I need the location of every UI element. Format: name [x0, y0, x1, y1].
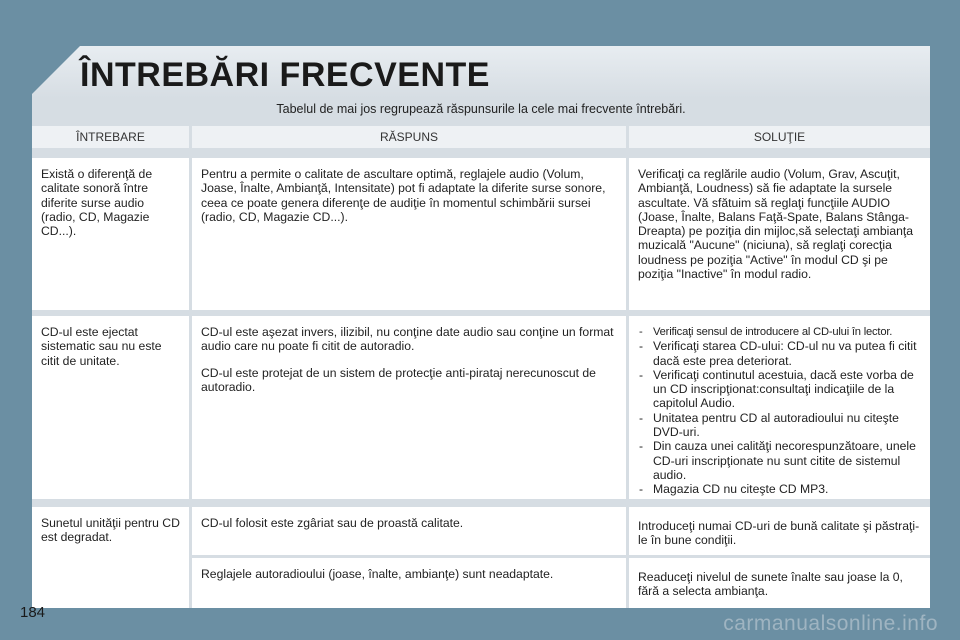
row3-solution-a-text: Introduceţi numai CD-uri de bună calitate şi păstraţi-le în bune condiţii. [638, 519, 920, 548]
list-item: - Verificaţi sensul de introducere al CD-ului în lector. [638, 325, 922, 339]
row3-solution-a [629, 507, 930, 555]
row2-question [32, 316, 189, 499]
row3-solution-b-text: Readuceţi nivelul de sunete înalte sau joase la 0, fără a selecta ambianţa. [638, 570, 903, 599]
manual-page [32, 46, 930, 608]
row1-solution [629, 158, 930, 310]
row3-question [32, 507, 189, 608]
list-item: - Din cauza unei calităţi necorespunzătoare, unele CD-uri inscripţionate nu sunt citite de sistemul audio. [638, 439, 922, 482]
column-header-answer: RĂSPUNS [192, 126, 626, 148]
row2-answer [192, 316, 626, 499]
intro-text: Tabelul de mai jos regrupează răspunsurile la cele mai frecvente întrebări. [276, 102, 686, 116]
watermark: carmanualsonline.info [723, 612, 938, 635]
row1-answer [192, 158, 626, 310]
row1-solution-text: Verificaţi ca reglările audio (Volum, Grav, Ascuţit, Ambianţă, Loudness) să fie adaptate la sursele ascultate. Vă sfătuim să reglaţi funcţiile AUDIO (Joase, Înalte, Balans Faţă-Spate, Balans Stânga-Dreapta) pe poziţia din mijloc,să selectaţi ambianţa muzicală "Aucune" (niciuna), să reglaţi corecţia loudness pe poziţia "Active" în modul CD şi pe poziţia "Inactive" în modul radio. [638, 167, 914, 282]
row2-answer-text-2: CD-ul este protejat de un sistem de protecţie anti-pirataj nerecunoscut de autoradio. [201, 365, 596, 394]
folded-corner [32, 46, 80, 94]
column-header-question: ÎNTREBARE [32, 126, 189, 148]
row2-answer-text-1: CD-ul este aşezat invers, ilizibil, nu conţine date audio sau conţine un format audio care nu poate fi citit de autoradio. [201, 325, 614, 354]
row2-solution [629, 316, 930, 499]
row3-answer-a [192, 507, 626, 555]
row2-solution-list [638, 325, 922, 497]
page-title: ÎNTREBĂRI FRECVENTE [80, 56, 490, 94]
page-number: 184 [20, 604, 46, 621]
list-item: - Verificaţi continutul acestuia, dacă este vorba de un CD inscripţionat:consultaţi indicaţiile de la capitolul Audio. [638, 368, 922, 411]
row3-answer-a-text: CD-ul folosit este zgâriat sau de proastă calitate. [201, 516, 464, 530]
row3-answer-b-text: Reglajele autoradioului (joase, înalte, ambianţe) sunt neadaptate. [201, 567, 554, 581]
list-item: - Magazia CD nu citeşte CD MP3. [638, 482, 922, 496]
row1-answer-text: Pentru a permite o calitate de ascultare optimă, reglajele audio (Volum, Joase, Înalte, Ambianţă, Intensitate) pot fi adaptate la diferite surse sonore, ceea ce poate genera diferenţe de audiţie în momentul schimbării sursei (radio, CD, Magazie CD...). [201, 167, 606, 224]
row1-question [32, 158, 189, 310]
row3-question-text: Sunetul unităţii pentru CD est degradat. [41, 516, 180, 545]
list-item: - Unitatea pentru CD al autoradioului nu citeşte DVD-uri. [638, 411, 922, 440]
row3-solution-b [629, 558, 930, 608]
column-header-solution: SOLUŢIE [629, 126, 930, 148]
row1-question-text: Există o diferenţă de calitate sonoră între diferite surse audio (radio, CD, Magazie CD...). [41, 167, 153, 239]
row3-answer-b [192, 558, 626, 608]
list-item: - Verificaţi starea CD-ului: CD-ul nu va putea fi citit dacă este prea deteriorat. [638, 339, 922, 368]
row2-question-text: CD-ul este ejectat sistematic sau nu este citit de unitate. [41, 325, 162, 368]
